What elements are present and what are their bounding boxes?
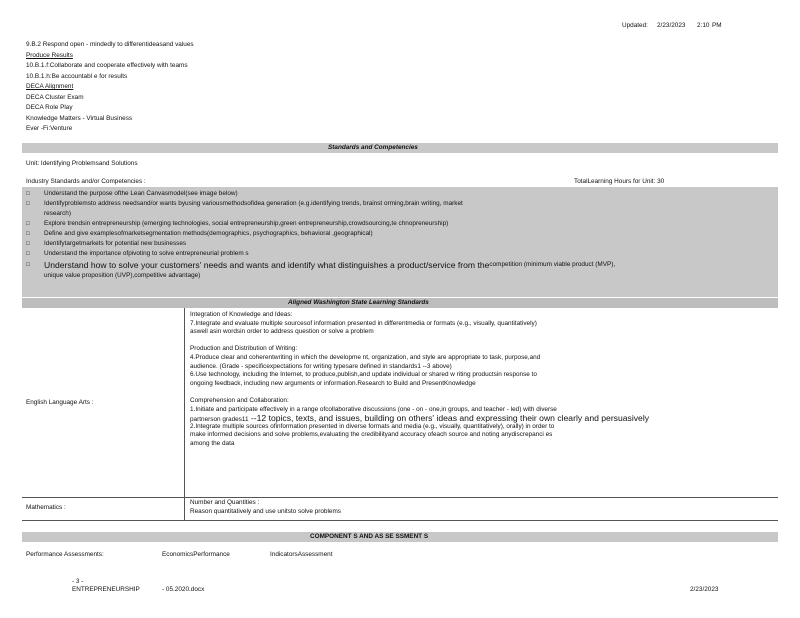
- updated-ampm: PM: [712, 22, 722, 29]
- bullet-icon: □: [26, 251, 30, 257]
- list-item: [26, 239, 615, 249]
- ela-line-text: Comprehension and Collaboration:: [190, 396, 289, 404]
- updated-label: Updated:: [622, 22, 648, 29]
- list-item: [26, 219, 615, 229]
- competency-text: Define and give examplesofmarketsegmentation methods(demographics, psychographics, behavioral ,geographical): [44, 230, 373, 237]
- table-bottom-rule: [22, 520, 778, 521]
- list-item: [26, 189, 615, 199]
- intro-line: Knowledge Matters - Virtual Business: [26, 114, 133, 122]
- bullet-icon: □: [26, 201, 30, 207]
- math-line: Number and Quantities :: [190, 499, 260, 506]
- updated-time: 2:10: [697, 22, 710, 29]
- intro-line: Ever -Fi:Venture: [26, 125, 73, 132]
- intro-line: 10.B.1.h:Be accountabl e for results: [26, 72, 128, 80]
- list-item: [26, 229, 615, 239]
- ela-line-text: Production and Distribution of Writing:: [190, 345, 298, 353]
- math-label: Mathematics :: [26, 504, 66, 511]
- ela-line: [190, 423, 776, 432]
- footer-date: 2/23/2023: [690, 586, 719, 593]
- math-line: Reason quantitatively and use unitsto solve problems: [190, 507, 341, 515]
- ela-standards: [190, 311, 776, 449]
- ela-line-text: Integration of Knowledge and Ideas:: [190, 311, 293, 318]
- unit-line: Unit: Identifying Problemsand Solutions: [26, 160, 138, 167]
- ela-line: [190, 440, 776, 449]
- ela-line-text: among the data: [190, 439, 235, 447]
- competency-text: Understand how to solve your customers' needs and wants and identify what distinguishes a product/service from the: [44, 260, 490, 270]
- ela-line-text: 7.Integrate and evaluate multiple sourcesof information presented in differentmedia or formats (e.g., visually, quantitatively): [190, 319, 537, 327]
- ela-line: [190, 354, 776, 363]
- competency-text: Identifytargetmarkets for potential new businesses: [44, 240, 187, 247]
- footer-page-number: - 3 -: [72, 578, 84, 585]
- ela-line: [190, 328, 776, 337]
- table-row-rule: [22, 497, 778, 498]
- footer-doc-title: ENTREPRENEURSHIP: [72, 586, 140, 593]
- ela-line-tail: --12 topics, texts, and issues, building on others' ideas and expressing their own clearly and persuasively: [248, 413, 650, 424]
- ela-line-text: make informed decisions and solve problems,evaluating the credibilityand accuracy ofeach source and noting anydiscrepanci es: [190, 431, 553, 439]
- list-item: [26, 209, 615, 219]
- performance-indicators: IndicatorsAssessment: [270, 551, 333, 558]
- bullet-icon: □: [26, 191, 30, 197]
- list-item: [26, 259, 615, 271]
- ela-line: [190, 337, 776, 346]
- competency-text: Understand the purpose ofthe Lean Canvasmodel(see image below): [44, 190, 238, 197]
- updated-date: 2/23/2023: [657, 22, 686, 29]
- ela-line: [190, 414, 776, 423]
- ela-line: [190, 320, 776, 329]
- competency-text: Explore trendsin entrepreneurship (emerging technologies, social entrepreneurship,green entrepreneurship,crowdsourcing,te chnopreneurship): [44, 220, 449, 227]
- ela-line-text: partnerson grades11: [190, 416, 249, 424]
- competency-text: Understand the importance ofpivoting to solve entrepreneurial problem s: [44, 250, 249, 257]
- ela-line: [190, 371, 776, 380]
- bullet-icon: □: [26, 221, 30, 227]
- section-heading: DECA Alignment: [26, 83, 74, 90]
- list-item: [26, 271, 615, 281]
- ela-line: [190, 431, 776, 440]
- footer-filename: - 05.2020.docx: [162, 586, 205, 593]
- performance-economics: EconomicsPerformance: [162, 551, 230, 558]
- intro-line: DECA Role Play: [26, 104, 73, 111]
- bullet-icon: □: [26, 241, 30, 247]
- math-standards: [190, 499, 776, 516]
- ela-line: [190, 363, 776, 372]
- aligned-title: Aligned Washington State Learning Standards: [288, 299, 429, 306]
- list-item: [26, 199, 615, 209]
- ela-line-text: 6.Use technology, including the Internet, to produce,publish,and update individual or shared w riting productsin response to: [190, 371, 537, 379]
- ela-line: [190, 345, 776, 354]
- intro-line: 10.B.1.f:Collaborate and cooperate effectively with teams: [26, 62, 188, 69]
- total-hours-line: TotalLearning Hours for Unit: 30: [574, 178, 665, 185]
- section-heading: Produce Results: [26, 51, 73, 59]
- bullet-icon: □: [26, 262, 30, 268]
- ela-line: [190, 311, 776, 320]
- ela-line: [190, 388, 776, 397]
- table-divider: [184, 308, 185, 520]
- components-title: COMPONENT S AND AS SE SSMENT S: [310, 533, 429, 540]
- intro-line: DECA Cluster Exam: [26, 93, 84, 101]
- ela-line: [190, 397, 776, 406]
- industry-line: Industry Standards and/or Competencies :: [26, 178, 146, 185]
- list-item: [26, 249, 615, 259]
- ela-line: [190, 380, 776, 389]
- bullet-icon: □: [26, 231, 30, 237]
- competency-list: [26, 189, 615, 281]
- standards-title: Standards and Competencies: [328, 144, 418, 151]
- competency-text: unique value proposition (UVP),competitive advantage): [44, 272, 201, 279]
- ela-line-text: 4.Produce clear and coherentwriting in which the developme nt, organization, and style are appropriate to task, purpose,and: [190, 353, 541, 361]
- ela-line-text: 2.Integrate multiple sources ofinformation presented in diverse formats and media (e.g., visually, quantitatively), orally) in order to: [190, 422, 555, 430]
- competency-tail: competition (minimum viable product (MVP),: [489, 261, 616, 268]
- intro-block: [26, 40, 194, 135]
- competency-text: research): [44, 210, 71, 217]
- performance-label: Performance Assessments:: [26, 551, 104, 558]
- ela-line-text: audience. (Grade - specificexpectations for writing typesare defined in standards1 --3 above): [190, 362, 452, 370]
- ela-line-text: ongoing feedback, including new arguments or information.Research to Build and PresentKnowledge: [190, 379, 476, 387]
- intro-line: 9.B.2 Respond open - mindedly to differentideasand values: [26, 41, 194, 48]
- ela-label: English Language Arts :: [26, 399, 94, 406]
- ela-line-text: 1.Initiate and participate effectively in a range ofcollaborative discussions (one - on - one,in groups, and teacher - led) with diverse: [190, 405, 557, 413]
- competency-text: Identifyproblemsto address needsand/or wants byusing variousmethodsofidea generation (e.g.identifying trends, brainst orming,brain writing, market: [44, 200, 463, 207]
- ela-line-text: aswell asin wordsin order to address question or solve a problem: [190, 328, 374, 336]
